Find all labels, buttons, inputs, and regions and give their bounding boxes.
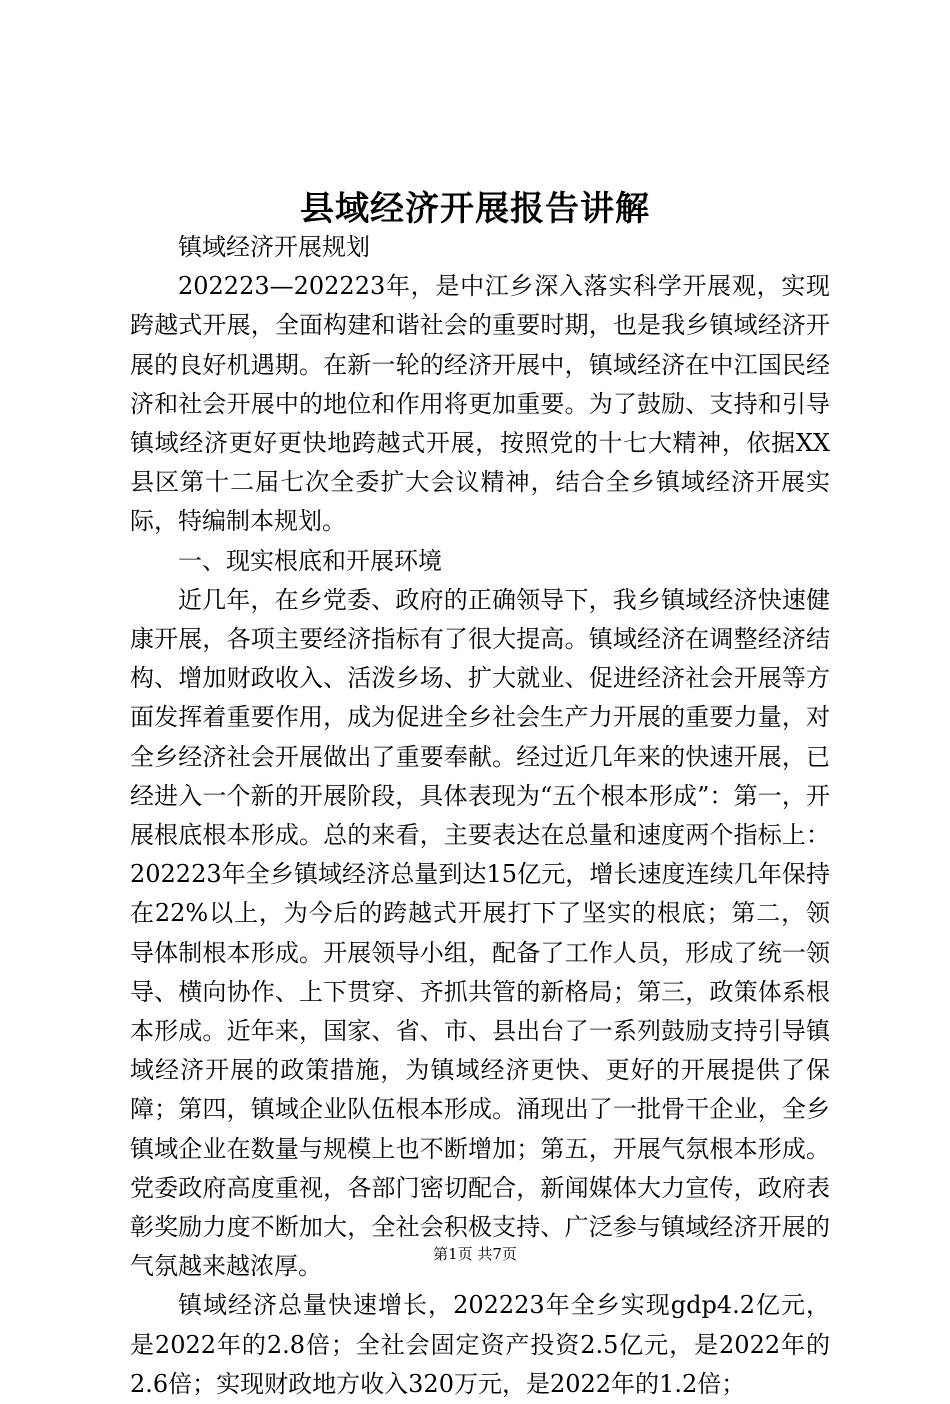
document-title: 县域经济开展报告讲解: [300, 189, 650, 229]
body-paragraph: 镇域经济总量快速增长，202223年全乡实现gdp4.2亿元，是2022年的2.8倍；全社会固定资产投资2.5亿元，是2022年的2.6倍；实现财政地方收入320万元，是2022年的1.2倍；: [130, 1291, 830, 1398]
page-number-footer: 第1页 共7页: [433, 1245, 517, 1263]
body-paragraph: 202223—202223年，是中江乡深入落实科学开展观，实现跨越式开展，全面构建和谐社会的重要时期，也是我乡镇域经济开展的良好机遇期。在新一轮的经济开展中，镇域经济在中江国民经济和社会开展中的地位和作用将更加重要。为了鼓励、支持和引导镇域经济更好更快地跨越式开展，按照党的十七大精神，依据XX县区第十二届七次全委扩大会议精神，结合全乡镇域经济开展实际，特编制本规划。: [130, 272, 830, 536]
section-heading: 镇域经济开展规划: [178, 233, 370, 261]
document-body: [130, 228, 830, 1404]
body-paragraph: 近几年，在乡党委、政府的正确领导下，我乡镇域经济快速健康开展，各项主要经济指标有了很大提高。镇域经济在调整经济结构、增加财政收入、活泼乡场、扩大就业、促进经济社会开展等方面发挥着重要作用，成为促进全乡社会生产力开展的重要力量，对全乡经济社会开展做出了重要奉献。经过近几年来的快速开展，已经进入一个新的开展阶段，具体表现为“五个根本形成”：第一，开展根底根本形成。总的来看，主要表达在总量和速度两个指标上：202223年全乡镇域经济总量到达15亿元，增长速度连续几年保持在22%以上，为今后的跨越式开展打下了坚实的根底；第二，领导体制根本形成。开展领导小组，配备了工作人员，形成了统一领导、横向协作、上下贯穿、齐抓共管的新格局；第三，政策体系根本形成。近年来，国家、省、市、县出台了一系列鼓励支持引导镇域经济开展的政策措施，为镇域经济更快、更好的开展提供了保障；第四，镇域企业队伍根本形成。涌现出了一批骨干企业，全乡镇域企业在数量与规模上也不断增加；第五，开展气氛根本形成。党委政府高度重视，各部门密切配合，新闻媒体大力宣传，政府表彰奖励力度不断加大，全社会积极支持、广泛参与镇域经济开展的气氛越来越浓厚。: [130, 585, 830, 1281]
section-heading: 一、现实根底和开展环境: [178, 546, 442, 575]
